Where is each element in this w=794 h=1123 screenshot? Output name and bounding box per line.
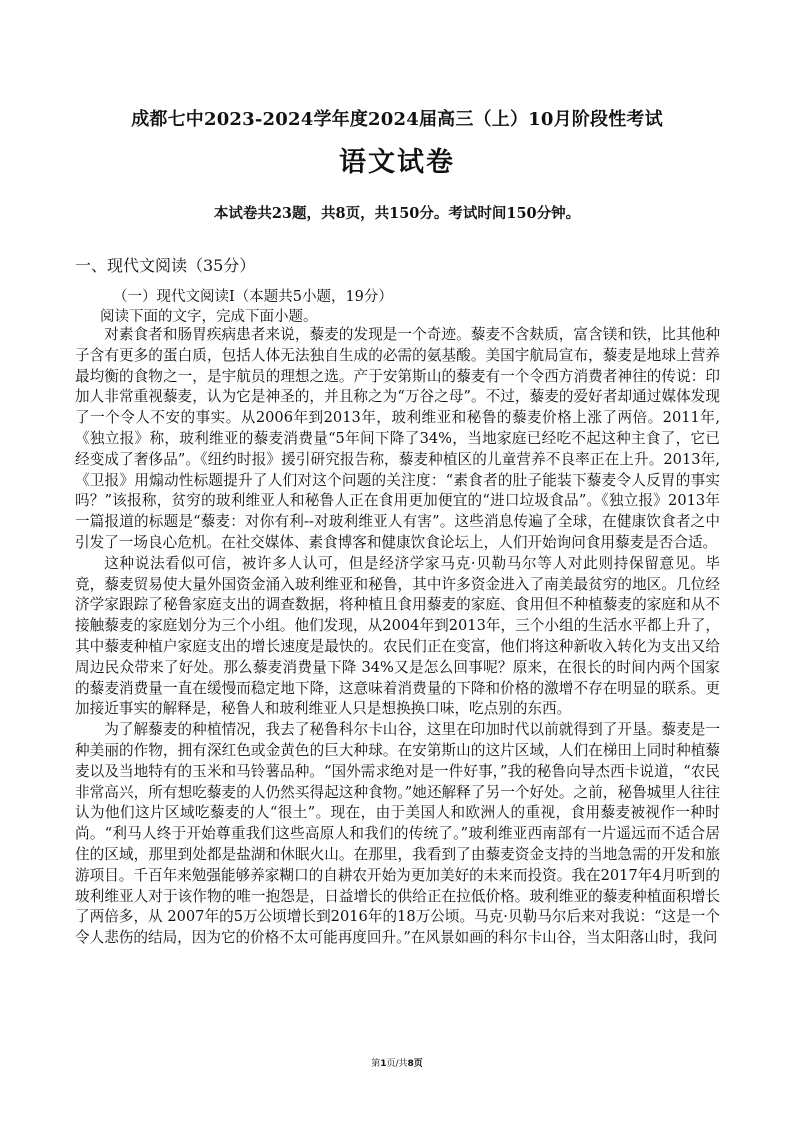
reading-instruction: 阅读下面的文字，完成下面小题。 [100, 309, 318, 325]
passage-paragraph: 为了解藜麦的种植情况，我去了秘鲁科尔卡山谷，这里在印加时代以前就得到了开垦。藜麦是一种美丽的作物，拥有深红色或金黄色的巨大种球。在安第斯山的这片区域，人们在梯田上同时种植藜麦以及当地特有的玉米和马铃薯品种。“国外需求绝对是一件好事，”我的秘鲁向导杰西卡说道，“农民非常高兴，所有想吃藜麦的人仍然买得起这种食物。”她还解释了另一个好处。之前，秘鲁城里人往往认为他们这片区域吃藜麦的人“很土”。现在，由于美国人和欧洲人的重视，食用藜麦被视作一种时尚。“利马人终于开始尊重我们这些高原人和我们的传统了。”玻利维亚西南部有一片遥远而不适合居住的区域，那里到处都是盐湖和休眠火山。在那里，我看到了由藜麦资金支持的当地急需的开发和旅游项目。千百年来勉强能够养家糊口的自耕农开始为更加美好的未来而投资。我在2017年4月听到的玻利维亚人对于该作物的唯一抱怨是，日益增长的供给正在拉低价格。玻利维亚的藜麦种植面积增长了两倍多，从 2007年的5万公顷增长到2016年的18万公顷。马克·贝勒马尔后来对我说：“这是一个令人悲伤的结局，因为它的价格不太可能再度回升。”在风景如画的科尔卡山谷，当太阳落山时，我问 [75, 721, 720, 947]
passage-paragraph: 这种说法看似可信，被许多人认可，但是经济学家马克·贝勒马尔等人对此则持保留意见。毕竟，藜麦贸易使大量外国资金涌入玻利维亚和秘鲁，其中许多资金进入了南美最贫穷的地区。几位经济学家跟踪了秘鲁家庭支出的调查数据，将种植且食用藜麦的家庭、食用但不种植藜麦的家庭和从不接触藜麦的家庭划分为三个小组。他们发现，从2004年到2013年，三个小组的生活水平都上升了，其中藜麦种植户家庭支出的增长速度是最快的。农民们正在变富，他们将这种新收入转化为支出又给周边民众带来了好处。那么藜麦消费量下降 34%又是怎么回事呢？原来，在很长的时间内两个国家的藜麦消费量一直在缓慢而稳定地下降，这意味着消费量的下降和价格的激增不存在明显的联系。更加接近事实的解释是，秘鲁人和玻利维亚人只是想换换口味，吃点别的东西。 [75, 554, 720, 718]
section-heading: 一、现代文阅读（35分） [75, 256, 256, 275]
exam-title: 成都七中2023-2024学年度2024届高三（上）10月阶段性考试 [131, 109, 663, 130]
passage-paragraph: 对素食者和肠胃疾病患者来说，藜麦的发现是一个奇迹。藜麦不含麸质，富含镁和铁，比其他种子含有更多的蛋白质，包括人体无法独自生成的必需的氨基酸。美国宇航局宣布，藜麦是地球上营养最均衡的食物之一，是宇航员的理想之选。产于安第斯山的藜麦有一个令西方消费者神往的传说：印加人非常重视藜麦，认为它是神圣的，并且称之为“万谷之母”。不过，藜麦的爱好者却通过媒体发现了一个令人不安的事实。从2006年到2013年，玻利维亚和秘鲁的藜麦价格上涨了两倍。2011年,《独立报》称，玻利维亚的藜麦消费量“5年间下降了34%，当地家庭已经吃不起这种主食了，它已经变成了奢侈品”。《纽约时报》援引研究报告称，藜麦种植区的儿童营养不良率正在上升。2013年,《卫报》用煽动性标题提升了人们对这个问题的关注度：“素食者的肚子能装下藜麦令人反胃的事实吗？”该报称，贫穷的玻利维亚人和秘鲁人正在食用更加便宜的“进口垃圾食品”。《独立报》2013年一篇报道的标题是“藜麦：对你有利--对玻利维亚人有害”。这些消息传遍了全球，在健康饮食者之中引发了一场良心危机。在社交媒体、素食博客和健康饮食论坛上，人们开始询问食用藜麦是否合适。 [75, 326, 720, 551]
footer-page-number: 1 [380, 1059, 387, 1069]
footer-suffix: 页 [413, 1059, 423, 1069]
footer-middle: 页/共 [386, 1059, 408, 1069]
subsection-heading: （一）现代文阅读Ⅰ（本题共5小题，19分） [113, 289, 393, 305]
exam-info: 本试卷共23题，共8页，共150分。考试时间150分钟。 [213, 205, 581, 222]
exam-subject: 语文试卷 [339, 147, 455, 178]
footer-prefix: 第 [371, 1059, 381, 1069]
footer-total-pages: 8 [407, 1059, 414, 1069]
page-footer [0, 1056, 794, 1069]
reading-passage [75, 325, 720, 949]
